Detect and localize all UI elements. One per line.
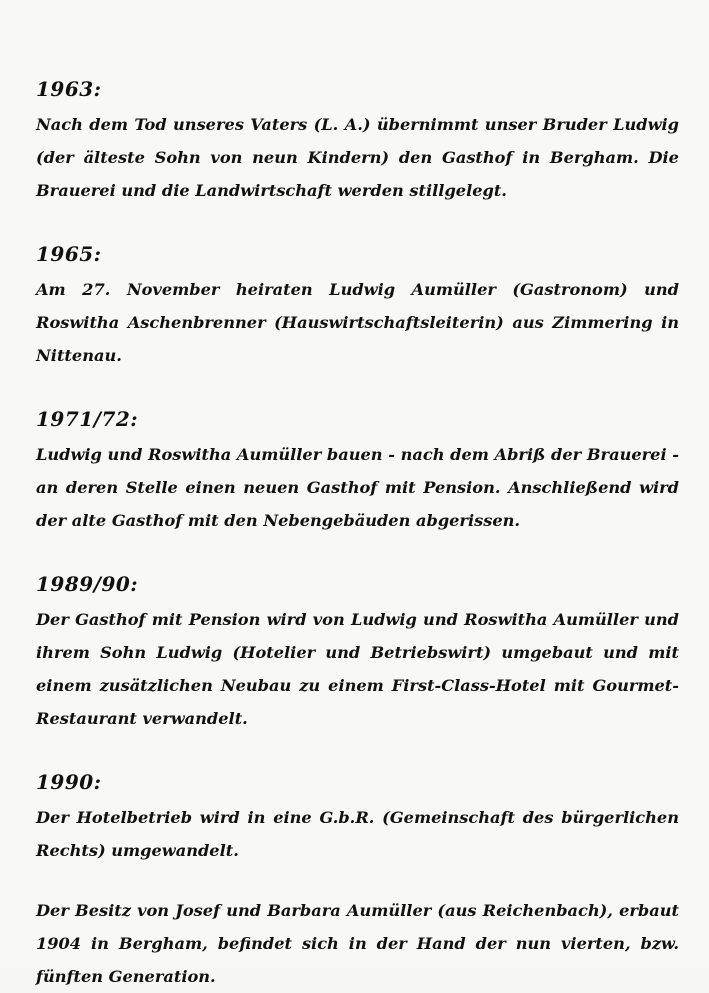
entry-year: 1965: (36, 242, 102, 266)
entry-text: Der Hotelbetrieb wird in eine G.b.R. (Gemeinschaft des bürgerlichen Rechts) umgewandelt. (36, 808, 679, 860)
chronicle-entry-1990 (36, 769, 679, 867)
entry-year: 1971/72: (36, 407, 139, 431)
entry-year: 1990: (36, 770, 102, 794)
entry-text: Am 27. November heiraten Ludwig Aumüller (Gastronom) und Roswitha Aschenbrenner (Hauswirtschaftsleiterin) aus Zimmering in Nittenau. (36, 280, 679, 365)
closing-paragraph: Der Besitz von Josef und Barbara Aumüller (aus Reichenbach), erbaut 1904 in Bergham, befindet sich in der Hand der nun vierten, bzw. fünften Generation. (36, 901, 679, 986)
entry-year: 1963: (36, 77, 102, 101)
chronicle-entry-1989-90 (36, 571, 679, 735)
entry-year: 1989/90: (36, 572, 139, 596)
entry-text: Der Gasthof mit Pension wird von Ludwig und Roswitha Aumüller und ihrem Sohn Ludwig (Hotelier und Betriebswirt) umgebaut und mit einem zusätzlichen Neubau zu einem First-Class-Hotel mit Gourmet-Restaurant verwandelt. (36, 610, 679, 728)
chronicle-entry-1971-72 (36, 406, 679, 537)
entry-text: Nach dem Tod unseres Vaters (L. A.) übernimmt unser Bruder Ludwig (der älteste Sohn von neun Kindern) den Gasthof in Bergham. Die Brauerei und die Landwirtschaft werden stillgelegt. (36, 115, 679, 200)
entry-text: Ludwig und Roswitha Aumüller bauen - nach dem Abriß der Brauerei - an deren Stelle einen neuen Gasthof mit Pension. Anschließend wird der alte Gasthof mit den Nebengebäuden abgerissen. (36, 445, 679, 530)
chronicle-entry-1963 (36, 76, 679, 207)
chronicle-entry-1965 (36, 241, 679, 372)
